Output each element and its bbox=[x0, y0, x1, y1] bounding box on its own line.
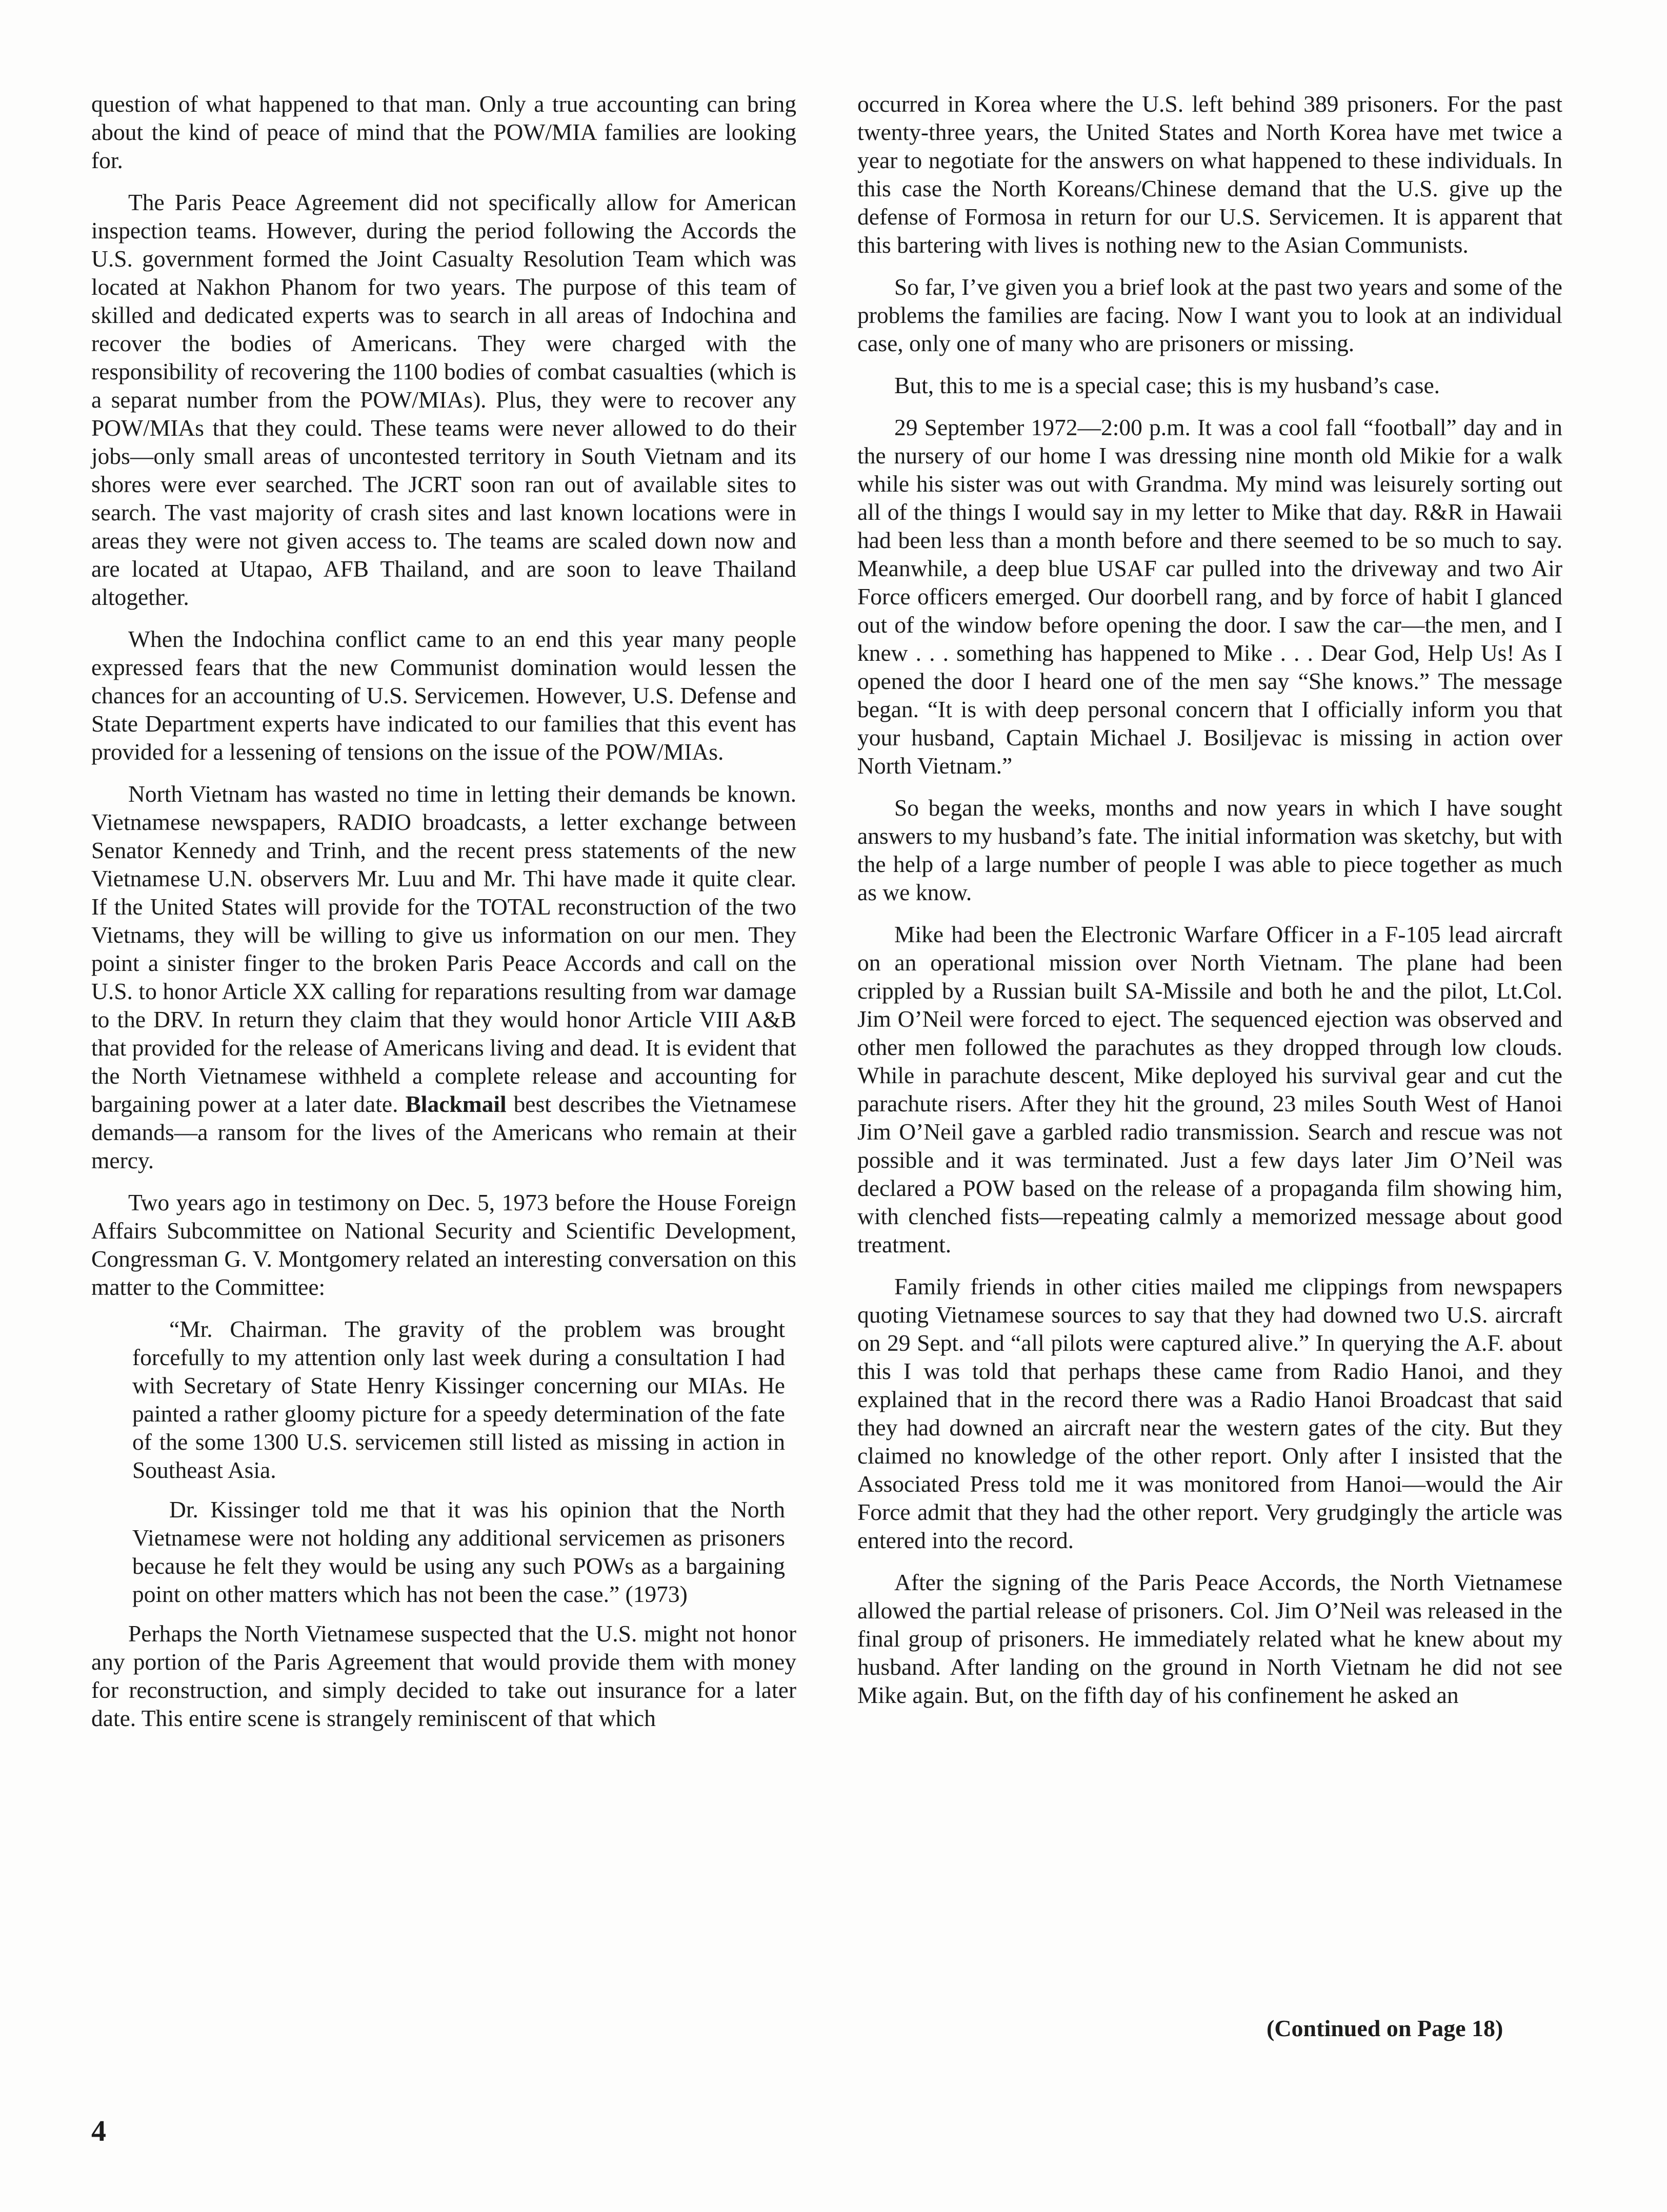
continued-note: (Continued on Page 18) bbox=[1267, 2015, 1503, 2041]
paragraph: 29 September 1972—2:00 p.m. It was a cool fall “football” day and in the nursery of our home I was dressing nine month old Mikie for a walk while his sister was out with Grandma. My mind was leisurely sorting out all of the things I would say in my letter to Mike that day. R&R in Hawaii had been less than a month before and there seemed to be so much to say. Meanwhile, a deep blue USAF car pulled into the driveway and two Air Force officers emerged. Our doorbell rang, and by force of habit I glanced out of the window before opening the door. I saw the car—the men, and I knew . . . something has happened to Mike . . . Dear God, Help Us! As I opened the door I heard one of the men say “She knows.” The message began. “It is with deep personal concern that I officially inform you that your husband, Captain Michael J. Bosiljevac is missing in action over North Vietnam.” bbox=[857, 414, 1562, 779]
paragraph: After the signing of the Paris Peace Accords, the North Vietnamese allowed the partial release of prisoners. Col. Jim O’Neil was released in the final group of prisoners. He immediately related what he knew about my husband. After landing on the ground in North Vietnam he did not see Mike again. But, on the fifth day of his confinement he asked an bbox=[857, 1569, 1562, 1708]
paragraph: But, this to me is a special case; this is my husband’s case. bbox=[894, 372, 1440, 398]
paragraph: Mike had been the Electronic Warfare Officer in a F-105 lead aircraft on an operational mission over North Vietnam. The plane had been crippled by a Russian built SA-Missile and both he and the pilot, Lt.Col. Jim O’Neil were forced to eject. The sequenced ejection was observed and other men followed the parachutes as they dropped through low clouds. While in parachute descent, Mike deployed his survival gear and cut the parachute risers. After they hit the ground, 23 miles South West of Hanoi Jim O’Neil gave a garbled radio transmission. Search and rescue was not possible and it was terminated. Just a few days later Jim O’Neil was declared a POW based on the release of a propaganda film showing him, with clenched fists—repeating calmly a memorized message about good treatment. bbox=[857, 921, 1562, 1257]
paragraph: question of what happened to that man. Only a true accounting can bring about the kind of peace of mind that the POW/MIA families are looking for. bbox=[91, 91, 796, 173]
paragraph: So began the weeks, months and now years in which I have sought answers to my husband’s fate. The initial information was sketchy, but with the help of a large number of people I was able to piece together as much as we know. bbox=[857, 795, 1562, 905]
paragraph: When the Indochina conflict came to an end this year many people expressed fears that the new Communist domination would lessen the chances for an accounting of U.S. Servicemen. However, U.S. Defense and State Department experts have indicated to our families that this event has provided for a lessening of tensions on the issue of the POW/MIAs. bbox=[91, 626, 796, 765]
emphasis-text: Blackmail bbox=[405, 1091, 507, 1117]
right-column bbox=[857, 90, 1562, 1723]
paragraph: Family friends in other cities mailed me clippings from newspapers quoting Vietnamese sources to say that they had downed two U.S. aircraft on 29 Sept. and “all pilots were captured alive.” In querying the A.F. about this I was told that perhaps these came from Radio Hanoi, and they explained that in the record there was a Radio Hanoi Broadcast that said they had downed an aircraft near the western gates of the city. But they claimed no knowledge of the other report. Only after I insisted that the Associated Press told me it was monitored from Hanoi—would the Air Force admit that they had the other report. Very grudgingly the article was entered into the record. bbox=[857, 1273, 1562, 1553]
left-column bbox=[91, 90, 796, 1746]
paragraph-text: North Vietnam has wasted no time in letting their demands be known. Vietnamese newspapers, RADIO broadcasts, a letter exchange between Senator Kennedy and Trinh, and the recent press statements of the new Vietnamese U.N. observers Mr. Luu and Mr. Thi have made it quite clear. If the United States will provide for the TOTAL reconstruction of the two Vietnams, they will be willing to give us information on our men. They point a sinister finger to the broken Paris Peace Accords and call on the U.S. to honor Article XX calling for reparations resulting from war damage to the DRV. In return they claim that they would honor Article VIII A&B that provided for the release of Americans living and dead. It is evident that the North Vietnamese withheld a complete release and accounting for bargaining power at a later date. bbox=[91, 781, 796, 1117]
paragraph: The Paris Peace Agreement did not specifically allow for American inspection teams. However, during the period following the Accords the U.S. government formed the Joint Casualty Resolution Team which was located at Nakhon Phanom for two years. The purpose of this team of skilled and dedicated experts was to search in all areas of Indochina and recover the bodies of Americans. They were charged with the responsibility of recovering the 1100 bodies of combat casualties (which is a separat number from the POW/MIAs). Plus, they were to recover any POW/MIAs that they could. These teams were never allowed to do their jobs—only small areas of uncontested territory in South Vietnam and its shores were ever searched. The JCRT soon ran out of available sites to search. The vast majority of crash sites and last known locations were in areas they were not given access to. The teams are scaled down now and are located at Utapao, AFB Thailand, and are soon to leave Thailand altogether. bbox=[91, 189, 796, 610]
paragraph: Two years ago in testimony on Dec. 5, 1973 before the House Foreign Affairs Subcommittee on National Security and Scientific Development, Congressman G. V. Montgomery related an interesting conversation on this matter to the Committee: bbox=[91, 1189, 796, 1300]
block-quote: Dr. Kissinger told me that it was his opinion that the North Vietnamese were not holding any additional servicemen as prisoners because he felt they would be using any such POWs as a bargaining point on other matters which has not been the case.” (1973) bbox=[132, 1496, 785, 1607]
paragraph: So far, I’ve given you a brief look at the past two years and some of the problems the families are facing. Now I want you to look at an individual case, only one of many who are prisoners or missing. bbox=[857, 274, 1562, 356]
page-number: 4 bbox=[91, 2114, 106, 2147]
paragraph: occurred in Korea where the U.S. left behind 389 prisoners. For the past twenty-three years, the United States and North Korea have met twice a year to negotiate for the answers on what happened to these individuals. In this case the North Koreans/Chinese demand that the U.S. give up the defense of Formosa in return for our U.S. Servicemen. It is apparent that this bartering with lives is nothing new to the Asian Communists. bbox=[857, 91, 1562, 258]
paragraph bbox=[91, 780, 796, 1174]
block-quote: “Mr. Chairman. The gravity of the problem was brought forcefully to my attention only last week during a consultation I had with Secretary of State Henry Kissinger concerning our MIAs. He painted a rather gloomy picture for a speedy determination of the fate of the some 1300 U.S. servicemen still listed as missing in action in Southeast Asia. bbox=[132, 1316, 785, 1483]
paragraph-text: best describes the Vietnamese demands—a ransom for the lives of the Americans who remain at their mercy. bbox=[91, 1091, 797, 1173]
paragraph: Perhaps the North Vietnamese suspected that the U.S. might not honor any portion of the Paris Agreement that would provide them with money for reconstruction, and simply decided to take out insurance for a later date. This entire scene is strangely reminiscent of that which bbox=[91, 1620, 796, 1731]
